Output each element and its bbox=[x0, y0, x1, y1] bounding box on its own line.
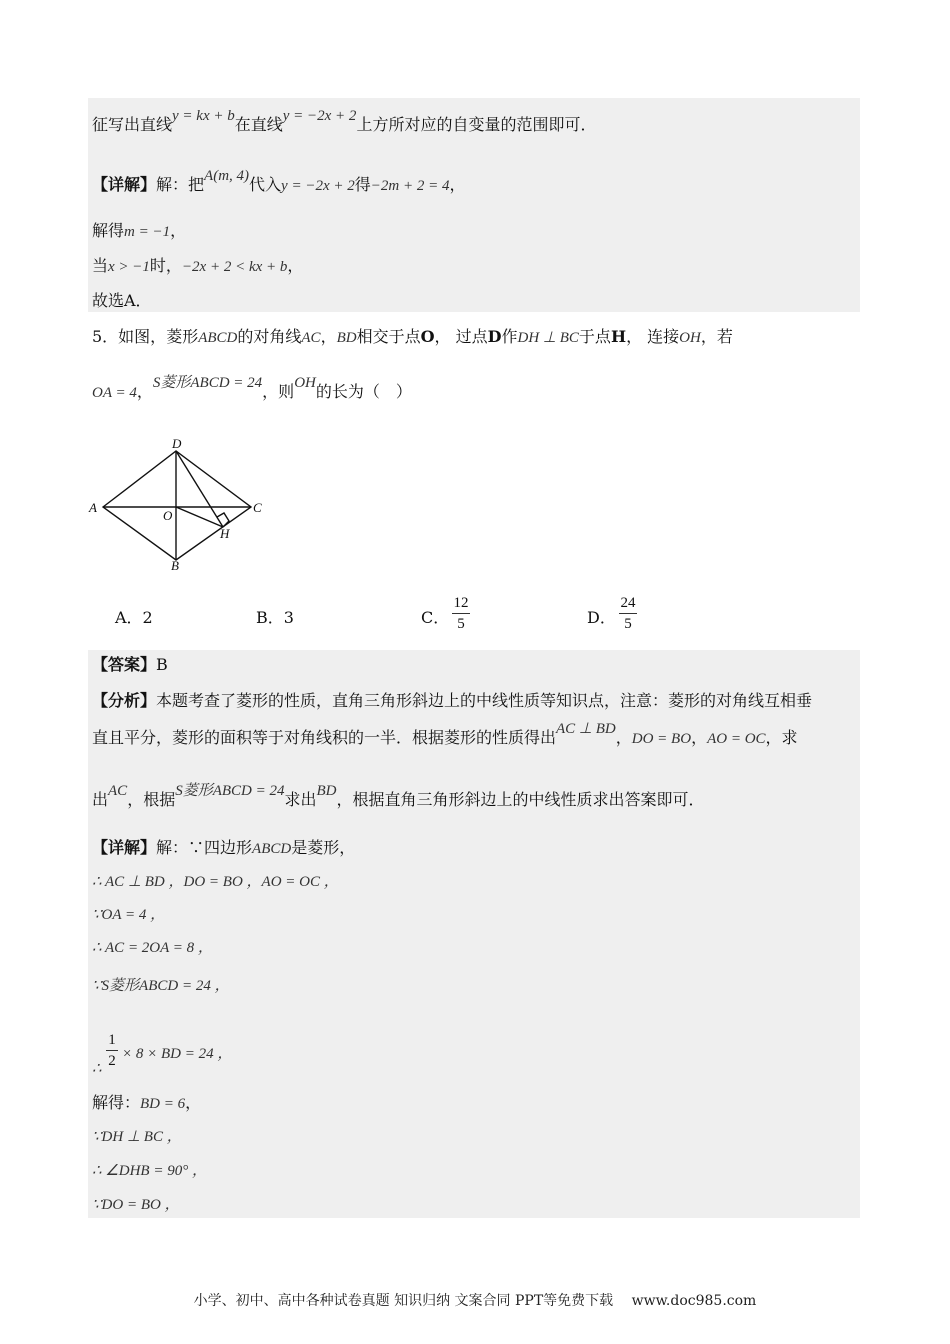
rhombus-figure bbox=[86, 438, 276, 572]
detail-line-3: ∵OA = 4 ， bbox=[92, 907, 166, 923]
question-line-2: OA = 4，S菱形ABCD = 24，则OH的长为（ ） bbox=[92, 375, 412, 401]
analysis-line-3: 出AC，根据S菱形ABCD = 24求出BD，根据直角三角形斜边上的中线性质求出答案即可． bbox=[92, 783, 705, 809]
detail-line-1: 【详解】解：∵四边形ABCD是菱形， bbox=[92, 838, 356, 857]
label-o: O bbox=[163, 508, 173, 523]
detail-line-2: ∴ AC ⊥ BD ，DO = BO ，AO = OC ， bbox=[92, 874, 339, 890]
top-line-5: 故选A． bbox=[92, 291, 152, 310]
analysis-line-1: 【分析】本题考查了菱形的性质，直角三角形斜边上的中线性质等知识点，注意：菱形的对角线互相垂 bbox=[92, 691, 813, 710]
rhombus-outline bbox=[103, 451, 251, 560]
detail-line-6-prefix: ∴ bbox=[92, 1061, 102, 1077]
segment-dh bbox=[176, 451, 223, 527]
option-a: A．2 bbox=[115, 608, 153, 627]
detail-line-4: ∴ AC = 2OA = 8 ， bbox=[92, 940, 213, 956]
analysis-line-2: 直且平分，菱形的面积等于对角线积的一半．根据菱形的性质得出AC ⊥ BD，DO = BO，AO = OC，求 bbox=[92, 721, 798, 747]
label-a: A bbox=[89, 500, 97, 515]
option-c-fraction: 12 5 bbox=[453, 595, 469, 632]
detail-line-9: ∴ ∠DHB = 90° ， bbox=[92, 1163, 207, 1179]
detail-line-6: × 8 × BD = 24 ， bbox=[122, 1046, 233, 1062]
top-line-1: 征写出直线y = kx + b在直线y = −2x + 2上方所对应的自变量的范围即可． bbox=[92, 108, 597, 134]
detail-line-7: 解得：BD = 6， bbox=[92, 1093, 202, 1112]
answer-line: 【答案】B bbox=[92, 655, 168, 674]
top-line-4: 当x > −1时，−2x + 2 < kx + b， bbox=[92, 256, 304, 275]
top-line-3: 解得m = −1， bbox=[92, 221, 187, 240]
detail-line-8: ∵DH ⊥ BC ， bbox=[92, 1129, 182, 1145]
label-h: H bbox=[220, 526, 230, 541]
label-d: D bbox=[172, 438, 182, 451]
detail-line-6-fraction: 1 2 bbox=[104, 1031, 120, 1070]
label-b: B bbox=[171, 558, 179, 572]
detail-line-5: ∵S菱形ABCD = 24 ， bbox=[92, 978, 230, 994]
question-line-1: 5．如图，菱形ABCD的对角线AC，BD相交于点O， 过点D作DH ⊥ BC于点H， 连接OH，若 bbox=[92, 327, 733, 346]
option-b: B．3 bbox=[256, 608, 294, 627]
page-footer: 小学、初中、高中各种试卷真题 知识归纳 文案合同 PPT等免费下载 www.doc985.com bbox=[193, 1293, 757, 1309]
label-c: C bbox=[253, 500, 262, 515]
option-d-fraction: 24 5 bbox=[620, 595, 636, 632]
option-d-label: D． bbox=[587, 608, 616, 627]
detail-line-10: ∵DO = BO ， bbox=[92, 1197, 180, 1213]
top-line-2: 【详解】解：把A(m, 4)代入y = −2x + 2得−2m + 2 = 4， bbox=[92, 168, 466, 194]
segment-oh bbox=[176, 507, 223, 527]
option-c-label: C． bbox=[421, 608, 450, 627]
